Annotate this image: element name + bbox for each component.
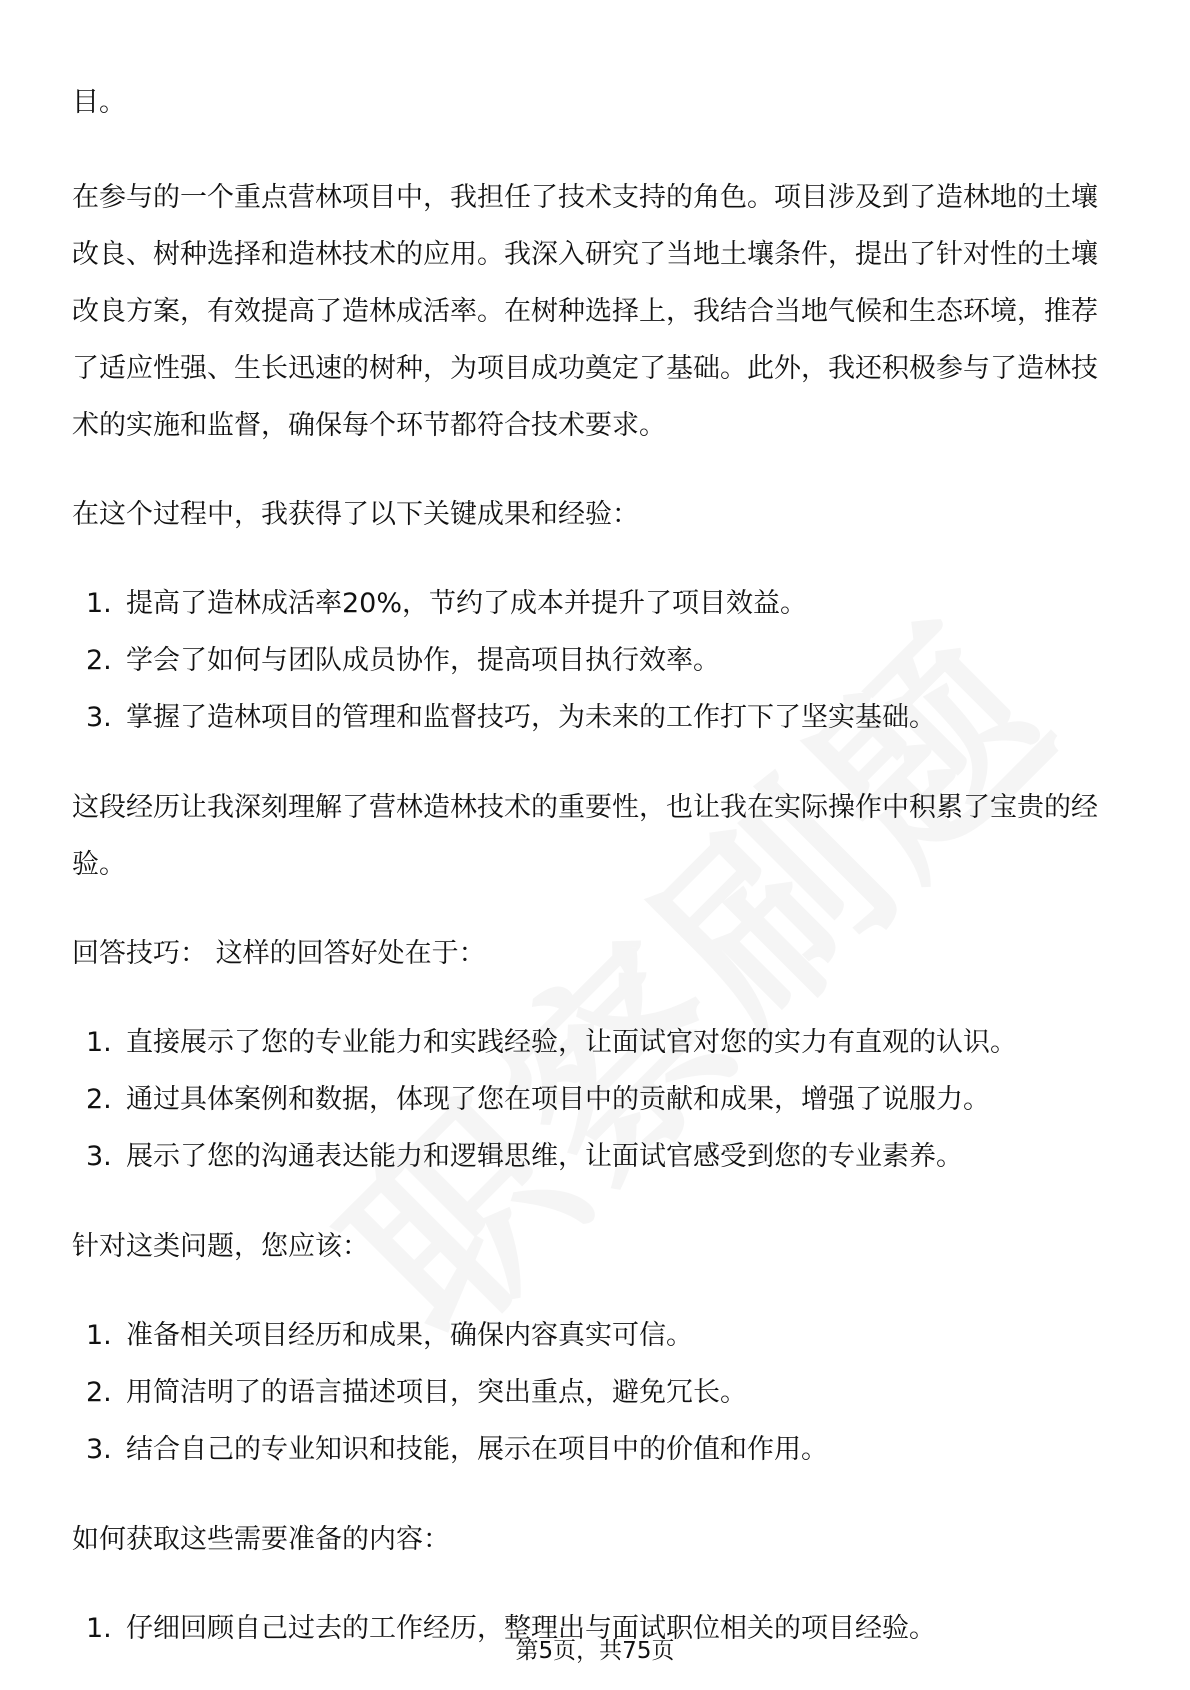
list-item (72, 1014, 1122, 1071)
paragraph-results-intro: 在这个过程中，我获得了以下关键成果和经验： (72, 499, 639, 530)
list-item (72, 1307, 1122, 1364)
list-number: 2. (86, 645, 112, 676)
list-item (72, 575, 1122, 632)
list-item (72, 1421, 1122, 1478)
list-item-text: 仔细回顾自己过去的工作经历，整理出与面试职位相关的项目经验。 (126, 1613, 936, 1644)
list-item (72, 1364, 1122, 1421)
list-item-text: 学会了如何与团队成员协作，提高项目执行效率。 (126, 645, 720, 676)
paragraph-answer-tips: 回答技巧： 这样的回答好处在于： (72, 938, 486, 969)
document-body (72, 74, 1122, 1690)
list-item-text: 通过具体案例和数据，体现了您在项目中的贡献和成果，增强了说服力。 (126, 1084, 990, 1115)
list-item-text: 准备相关项目经历和成果，确保内容真实可信。 (126, 1320, 693, 1351)
list-number: 2. (86, 1084, 112, 1115)
list-number: 2. (86, 1377, 112, 1408)
list-item-text: 直接展示了您的专业能力和实践经验，让面试官对您的实力有直观的认识。 (126, 1027, 1017, 1058)
paragraph-should-intro: 针对这类问题，您应该： (72, 1231, 369, 1262)
list-item-text: 用简洁明了的语言描述项目，突出重点，避免冗长。 (126, 1377, 747, 1408)
benefits-list (72, 1014, 1122, 1185)
list-number: 3. (86, 702, 112, 733)
list-number: 1. (86, 1027, 112, 1058)
paragraph-project-experience: 在参与的一个重点营林项目中，我担任了技术支持的角色。项目涉及到了造林地的土壤改良、树种选择和造林技术的应用。我深入研究了当地土壤条件，提出了针对性的土壤改良方案，有效提高了造林成活率。在树种选择上，我结合当地气候和生态环境，推荐了适应性强、生长迅速的树种，为项目成功奠定了基础。此外，我还积极参与了造林技术的实施和监督，确保每个环节都符合技术要求。 (72, 182, 1098, 441)
paragraph-summary: 这段经历让我深刻理解了营林造林技术的重要性，也让我在实际操作中积累了宝贵的经验。 (72, 792, 1098, 880)
list-item (72, 689, 1122, 746)
paragraph-prepare-intro: 如何获取这些需要准备的内容： (72, 1524, 450, 1555)
list-number: 1. (86, 1320, 112, 1351)
list-number: 3. (86, 1141, 112, 1172)
list-item (72, 632, 1122, 689)
should-list (72, 1307, 1122, 1478)
list-item (72, 1128, 1122, 1185)
page-number-footer: 第5页，共75页 (515, 1638, 675, 1664)
results-list (72, 575, 1122, 746)
list-number: 3. (86, 1434, 112, 1465)
list-number: 1. (86, 1613, 112, 1644)
list-item (72, 1071, 1122, 1128)
list-number: 1. (86, 588, 112, 619)
list-item-text: 掌握了造林项目的管理和监督技巧，为未来的工作打下了坚实基础。 (126, 702, 936, 733)
paragraph-continuation: 目。 (72, 87, 126, 118)
list-item-text: 提高了造林成活率20%，节约了成本并提升了项目效益。 (126, 588, 808, 619)
list-item-text: 结合自己的专业知识和技能，展示在项目中的价值和作用。 (126, 1434, 828, 1465)
list-item-text: 展示了您的沟通表达能力和逻辑思维，让面试官感受到您的专业素养。 (126, 1141, 963, 1172)
